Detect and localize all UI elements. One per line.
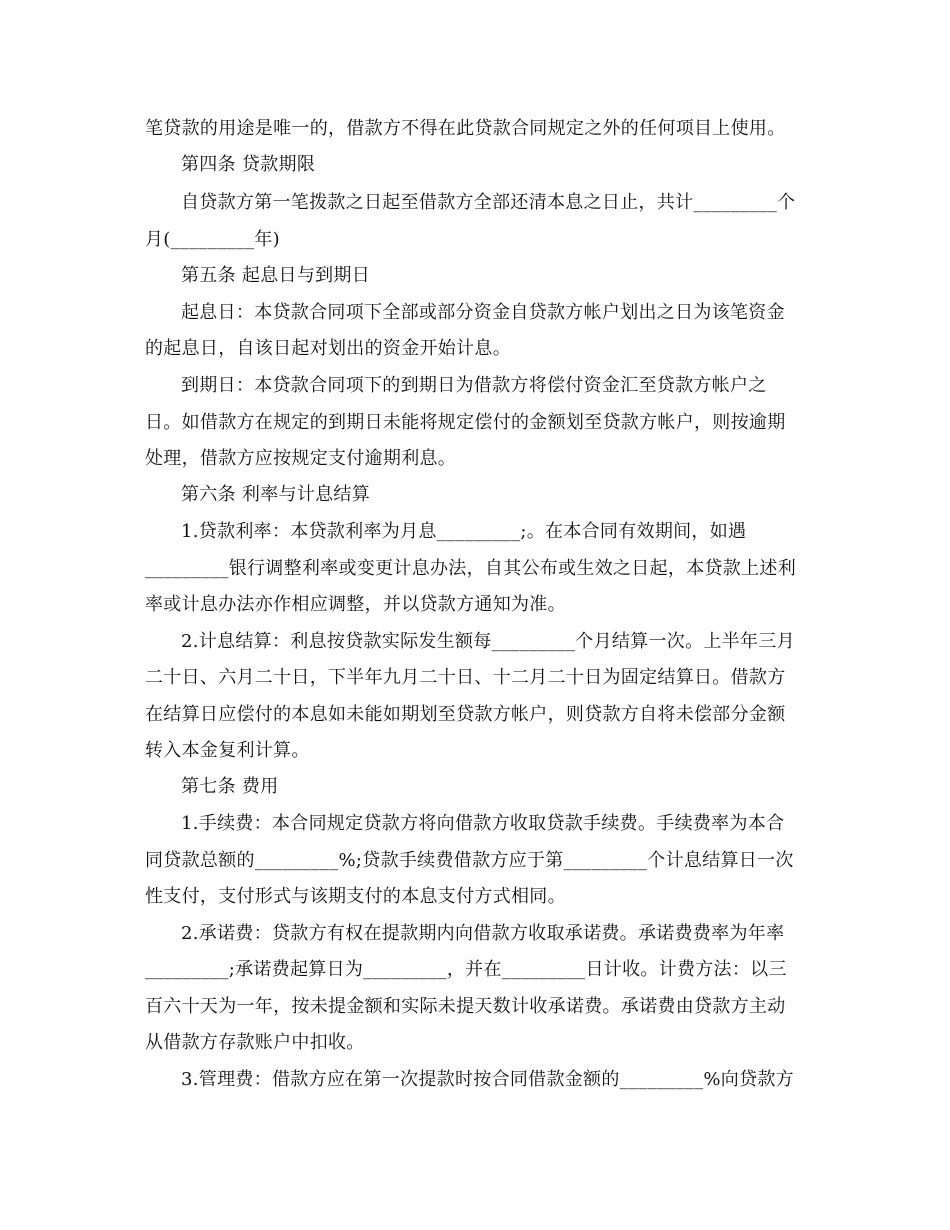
text-line: 2.承诺费：贷款方有权在提款期内向借款方收取承诺费。承诺费费率为年率 xyxy=(181,923,785,944)
text-line: 转入本金复利计算。 xyxy=(145,740,310,761)
text-line: 月(_________年) xyxy=(145,229,280,250)
text-line: 百六十天为一年，按未提金额和实际未提天数计收承诺费。承诺费由贷款方主动 xyxy=(145,996,786,1017)
text-line: _________银行调整利率或变更计息办法，自其公布或生效之日起，本贷款上述利 xyxy=(145,558,796,579)
section-heading: 第六条 利率与计息结算 xyxy=(181,484,371,505)
section-heading: 第四条 贷款期限 xyxy=(181,154,316,175)
text-line: 的起息日，自该日起对划出的资金开始计息。 xyxy=(145,338,511,359)
text-line: 起息日：本贷款合同项下全部或部分资金自贷款方帐户划出之日为该笔资金 xyxy=(181,302,785,323)
text-line: 1.手续费：本合同规定贷款方将向借款方收取贷款手续费。手续费率为本合 xyxy=(181,813,785,834)
text-line: 在结算日应偿付的本息如未能如期划至贷款方帐户，则贷款方自将未偿部分金额 xyxy=(145,704,786,725)
section-heading: 第七条 费用 xyxy=(181,776,279,797)
text-line: 到期日：本贷款合同项下的到期日为借款方将偿付资金汇至贷款方帐户之 xyxy=(181,375,767,396)
text-line: 3.管理费：借款方应在第一次提款时按合同借款金额的_________%向贷款方 xyxy=(181,1069,794,1090)
text-line: _________;承诺费起算日为_________，并在_________日计收。计费方法：以三 xyxy=(145,959,787,980)
text-line: 2.计息结算：利息按贷款实际发生额每_________个月结算一次。上半年三月 xyxy=(181,631,795,652)
section-heading: 第五条 起息日与到期日 xyxy=(181,265,371,286)
text-line: 从借款方存款账户中扣收。 xyxy=(145,1032,365,1053)
text-line: 率或计息办法亦作相应调整，并以贷款方通知为准。 xyxy=(145,594,566,615)
text-line: 性支付，支付形式与该期支付的本息支付方式相同。 xyxy=(145,886,566,907)
text-line: 处理，借款方应按规定支付逾期利息。 xyxy=(145,448,457,469)
text-line: 笔贷款的用途是唯一的，借款方不得在此贷款合同规定之外的任何项目上使用。 xyxy=(145,118,786,139)
text-line: 1.贷款利率：本贷款利率为月息_________;。在本合同有效期间，如遇 xyxy=(181,521,747,542)
text-line: 二十日、六月二十日，下半年九月二十日、十二月二十日为固定结算日。借款方 xyxy=(145,667,786,688)
text-line: 同贷款总额的_________%;贷款手续费借款方应于第_________个计息结算日一次 xyxy=(145,850,794,871)
text-line: 日。如借款方在规定的到期日未能将规定偿付的金额划至贷款方帐户，则按逾期 xyxy=(145,412,786,433)
text-line: 自贷款方第一笔拨款之日起至借款方全部还清本息之日止，共计_________个 xyxy=(181,192,796,213)
